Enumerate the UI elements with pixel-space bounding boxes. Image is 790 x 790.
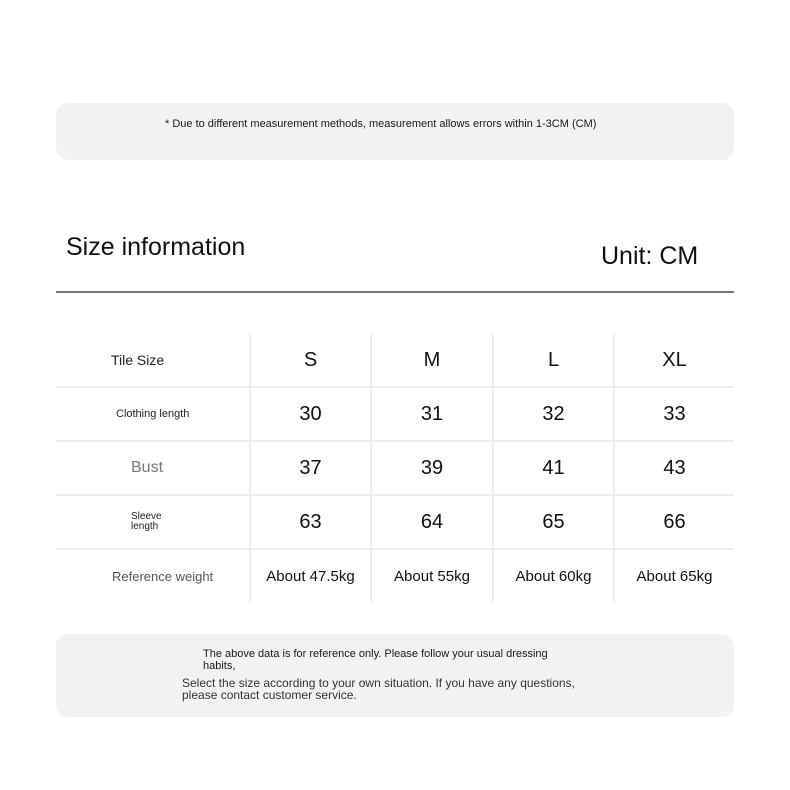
size-s: S	[250, 334, 371, 387]
size-header-row	[56, 334, 734, 387]
value-cell: 31	[371, 387, 493, 441]
page-title: Size information	[66, 233, 246, 261]
unit-label: Unit: CM	[601, 242, 699, 270]
value-cell: 30	[250, 387, 371, 441]
value-cell: 64	[371, 495, 493, 549]
value-cell: 63	[250, 495, 371, 549]
value-cell: 37	[250, 441, 371, 495]
value-cell: 41	[493, 441, 614, 495]
measurement-note-box	[56, 103, 734, 160]
value-cell: 65	[493, 495, 614, 549]
row-label-reference-weight: Reference weight	[112, 568, 214, 584]
row-label-bust: Bust	[56, 441, 250, 495]
table-row	[56, 441, 734, 495]
value-cell: 33	[614, 387, 734, 441]
reference-note-line2: Select the size according to your own situation. If you have any questions, please contact customer service.	[182, 676, 575, 702]
value-cell: About 55kg	[371, 549, 493, 602]
row-label-sleeve-length: Sleeve length	[131, 511, 162, 532]
value-cell: 32	[493, 387, 614, 441]
reference-note-box	[56, 634, 734, 717]
table-row	[56, 549, 734, 602]
reference-note-line1: The above data is for reference only. Please follow your usual dressing habits,	[203, 648, 548, 672]
size-table	[56, 334, 734, 602]
value-cell: About 47.5kg	[250, 549, 371, 602]
value-cell: About 65kg	[614, 549, 734, 602]
value-cell: 39	[371, 441, 493, 495]
value-cell: 43	[614, 441, 734, 495]
size-m: M	[371, 334, 493, 387]
title-divider	[56, 291, 734, 293]
value-cell: About 60kg	[493, 549, 614, 602]
size-xl: XL	[614, 334, 734, 387]
table-row	[56, 387, 734, 441]
value-cell: 66	[614, 495, 734, 549]
table-row	[56, 495, 734, 549]
size-l: L	[493, 334, 614, 387]
row-label-clothing-length: Clothing length	[56, 387, 250, 441]
header-label: Tile Size	[56, 334, 250, 387]
measurement-note: * Due to different measurement methods, measurement allows errors within 1-3CM (CM)	[165, 118, 597, 130]
